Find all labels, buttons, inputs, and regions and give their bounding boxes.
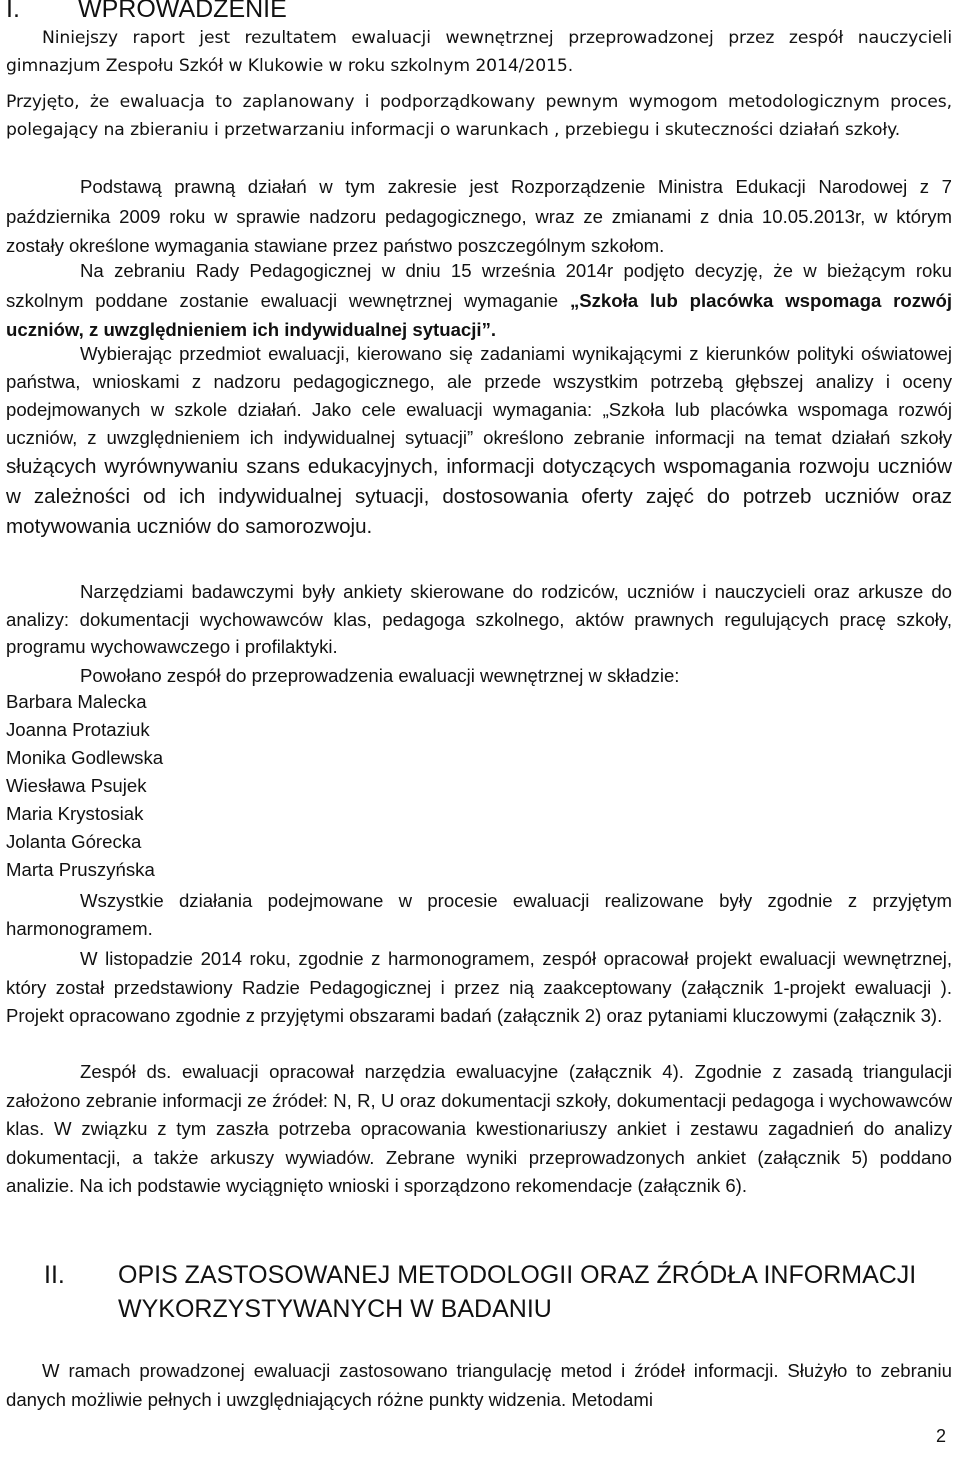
section-2-title: OPIS ZASTOSOWANEJ METODOLOGII ORAZ ŹRÓDŁA INFORMACJI WYKORZYSTYWANYCH W BADANIU [118,1261,917,1323]
paragraph-legal-basis: Podstawą prawną działań w tym zakresie jest Rozporządzenie Ministra Edukacji Narodowej z 7 października 2009 roku w sprawie nadzoru pedagogicznego, wraz ze zmianami z dnia 10.05.2013r, w którym zostały określone wymagania stawiane przez państwo poszczególnym szkołom. [6,176,952,256]
team-member: Maria Krystosiak [6,803,144,824]
team-list [6,688,163,884]
section-1-title: WPROWADZENIE [78,0,287,23]
team-member: Barbara Malecka [6,691,147,712]
paragraph-team-intro: Powołano zespół do przeprowadzenia ewaluacji wewnętrznej w składzie: [80,665,680,686]
paragraph-tools: Narzędziami badawczymi były ankiety skierowane do rodziców, uczniów i nauczycieli oraz arkusze do analizy: dokumentacji wychowawców klas, pedagoga szkolnego, aktów prawnych regulujących pracę szkoły, programu wychowawczego i profilaktyki. [6,581,952,658]
paragraph-goals-emphasis: służących wyrównywaniu szans edukacyjnych, informacji dotyczących wspomagania rozwoju uczniów w zależności od ich indywidualnej sytuacji, dostosowania oferty zajęć do potrzeb uczniów oraz motywowania uczniów do samorozwoju. [6,455,952,538]
paragraph-project: W listopadzie 2014 roku, zgodnie z harmonogramem, zespół opracował projekt ewaluacji wewnętrznej, który został przedstawiony Radzie Pedagogicznej i przez nią zaakceptowany (załącznik 1-projekt ewaluacji ). Projekt opracowano zgodnie z przyjętymi obszarami badań (załącznik 2) oraz pytaniami kluczowymi (załącznik 3). [6,948,952,1027]
paragraph-methodology: W ramach prowadzonej ewaluacji zastosowano triangulację metod i źródeł informacji. Służyło to zebraniu danych możliwie pełnych i uwzględniających różne punkty widzenia. Metodami [6,1360,952,1410]
paragraph-schedule: Wszystkie działania podejmowane w procesie ewaluacji realizowane były zgodnie z przyjętym harmonogramem. [6,890,952,939]
paragraph-tools-analysis: Zespół ds. ewaluacji opracował narzędzia ewaluacyjne (załącznik 4). Zgodnie z zasadą triangulacji założono zebranie informacji ze źródeł: N, R, U oraz dokumentacji szkoły, dokumentacji pedagoga i wychowawców klas. W związku z tym zaszła potrzeba opracowania kwestionariuszy ankiet i zestawu zagadnień do analizy dokumentacji, a także arkuszy wywiadów. Zebrane wyniki przeprowadzonych ankiet (załącznik 5) poddano analizie. Na ich podstawie wyciągnięto wnioski i sporządzono rekomendacje (załącznik 6). [6,1061,952,1197]
section-2-number: II. [44,1261,65,1289]
paragraph-definition: Przyjęto, że ewaluacja to zaplanowany i podporządkowany pewnym wymogom metodologicznym proces, polegający na zbieraniu i przetwarzaniu informacji o warunkach , przebiegu i skuteczności działań szkoły. [6,92,952,140]
page-number: 2 [935,1426,946,1446]
team-member: Wiesława Psujek [6,775,147,796]
team-member: Monika Godlewska [6,747,164,768]
requirement-title: „Szkoła lub placówka wspomaga rozwój uczniów, z uwzględnieniem ich indywidualnej sytuacji”. [6,289,952,340]
team-member: Marta Pruszyńska [6,859,155,880]
section-1-number: I. [6,0,20,23]
paragraph-goals-text: Wybierając przedmiot ewaluacji, kierowano się zadaniami wynikającymi z kierunków polityki oświatowej państwa, wnioskami z nadzoru pedagogicznego, ale przede wszystkim potrzebą głębszej analizy i oceny podejmowanych w szkole działań. Jako cele ewaluacji wymagania: „Szkoła lub placówka wspomaga rozwój uczniów, z uwzględnieniem ich indywidualnej sytuacji” określono zebranie informacji na temat działań szkoły [6,343,952,448]
paragraph-decision [6,256,952,345]
paragraph-goals [6,340,952,542]
paragraph-intro: Niniejszy raport jest rezultatem ewaluacji wewnętrznej przeprowadzonej przez zespół nauczycieli gimnazjum Zespołu Szkół w Klukowie w roku szkolnym 2014/2015. [6,28,952,76]
section-1-heading [6,0,287,24]
team-member: Joanna Protaziuk [6,719,150,740]
team-member: Jolanta Górecka [6,831,142,852]
paragraph-decision-text: Na zebraniu Rady Pedagogicznej w dniu 15 września 2014r podjęto decyzję, że w bieżącym roku szkolnym poddane zostanie ewaluacji wewnętrznej wymaganie [6,260,952,311]
